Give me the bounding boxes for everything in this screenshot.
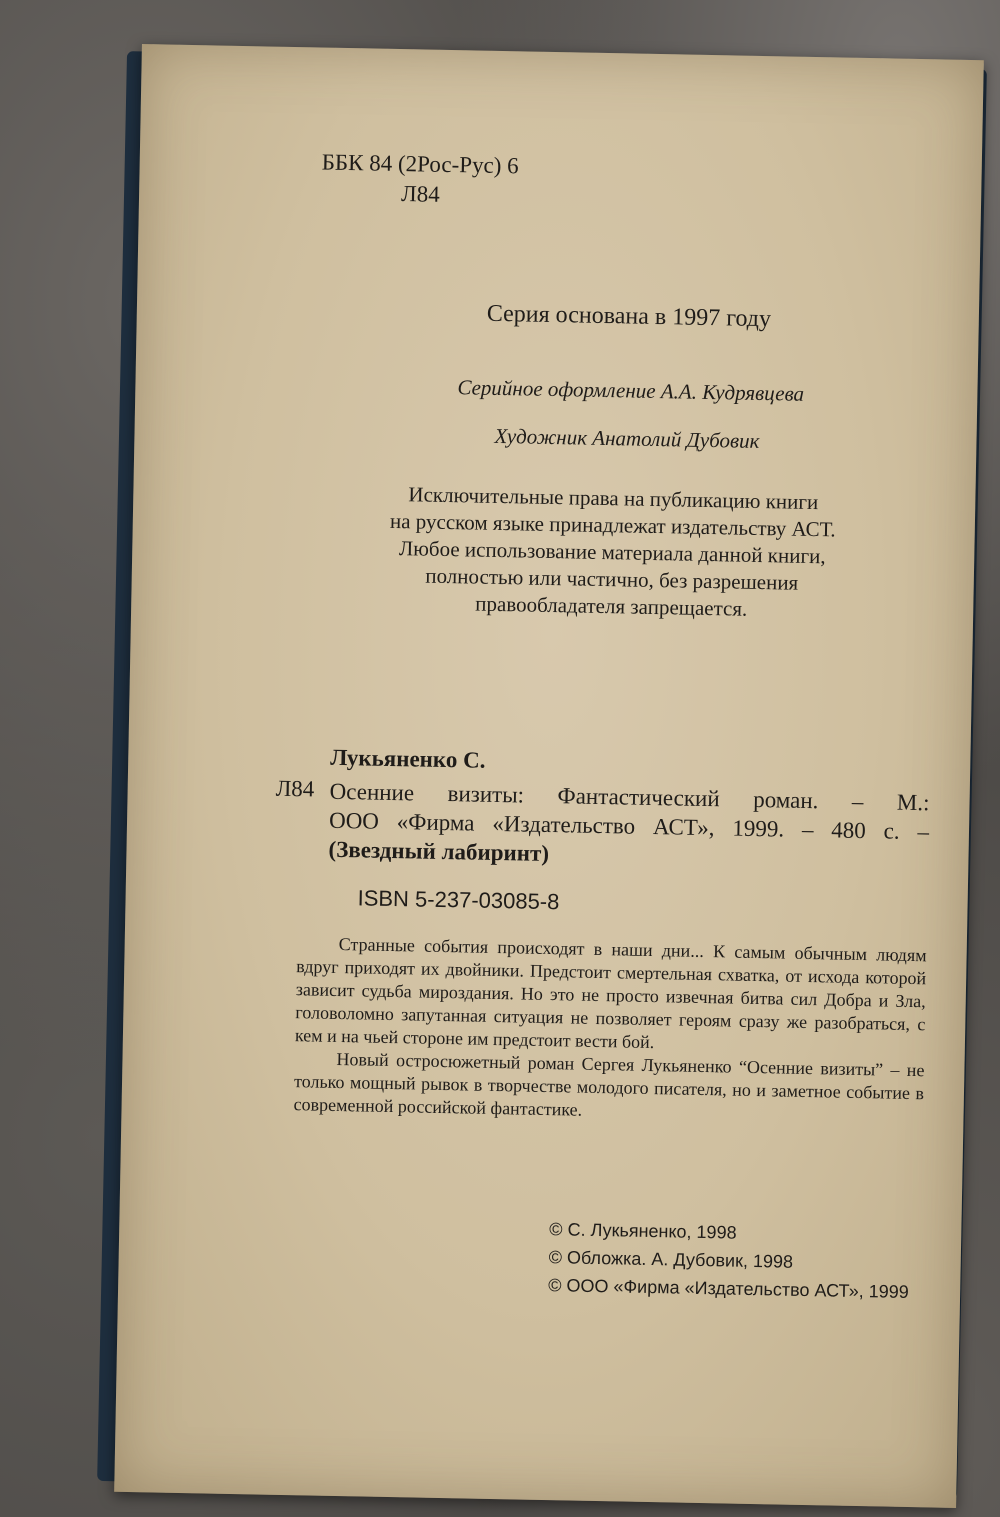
copyright-line: © ООО «Фирма «Издательство АСТ», 1999 <box>548 1275 909 1302</box>
rights-notice <box>341 480 883 625</box>
biblio-word: роман. <box>752 786 819 814</box>
bbk-author-code: Л84 <box>400 181 440 207</box>
biblio-word: Осенние <box>329 778 415 806</box>
annotation <box>293 932 926 1128</box>
copyright-line: © С. Лукьяненко, 1998 <box>549 1219 737 1243</box>
bibliographic-record <box>328 777 930 876</box>
rights-line: Любое использование материала данной книги, <box>398 536 826 569</box>
biblio-word: – <box>801 816 814 843</box>
rights-line: правообладателя запрещается. <box>475 591 748 621</box>
biblio-word: с. <box>883 818 900 844</box>
rights-line: на русском языке принадлежат издательству АСТ. <box>389 508 836 542</box>
biblio-word: «Фирма <box>396 809 475 836</box>
rights-line: полностью или частично, без разрешения <box>425 563 799 595</box>
biblio-series: (Звездный лабиринт) <box>328 836 550 867</box>
copyright-line: © Обложка. А. Дубовик, 1998 <box>548 1247 794 1272</box>
biblio-word: ООО <box>328 807 380 834</box>
series-founded: Серия основана в 1997 году <box>486 300 772 333</box>
biblio-word: Фантастический <box>557 783 720 812</box>
book-page <box>114 44 984 1508</box>
bbk-index: ББК 84 (2Рос-Рус) 6 <box>321 149 519 179</box>
biblio-word: М.: <box>896 789 930 816</box>
annotation-paragraph: Новый остросюжетный роман Сергея Лукьяненко “Осенние визиты” – не только мощный рывок в творчестве молодого писателя, но и заметное событие в современной российской фантастике. <box>293 1048 925 1120</box>
copyright-block <box>548 1215 910 1306</box>
biblio-word: 480 <box>831 817 867 844</box>
artist-credit: Художник Анатолий Дубовик <box>494 423 760 453</box>
biblio-word: – <box>917 819 930 845</box>
isbn: ISBN 5-237-03085-8 <box>357 885 560 915</box>
series-designer: Серийное оформление А.А. Кудрявцева <box>457 375 805 406</box>
biblio-word: – <box>851 788 864 815</box>
catalog-code: Л84 <box>275 775 315 802</box>
biblio-word: визиты: <box>447 781 525 808</box>
biblio-word: 1999. <box>732 815 785 842</box>
biblio-word: «Издательство <box>492 810 636 839</box>
catalog-author: Лукьяненко С. <box>330 744 486 773</box>
annotation-paragraph: Странные события происходят в наши дни... К самым обычным людям вдруг приходят их двойники. Предстоит смертельная схватка, от исхода которой зависит судьба мироздания. Но это не просто извечная битва сил Добра и Зла, головоломно запутанная ситуация не позволяет героям сразу же разобраться, с кем и на чьей стороне им предстоит вести бой. <box>294 933 927 1053</box>
rights-line: Исключительные права на публикацию книги <box>408 482 819 515</box>
biblio-word: АСТ», <box>652 814 715 841</box>
